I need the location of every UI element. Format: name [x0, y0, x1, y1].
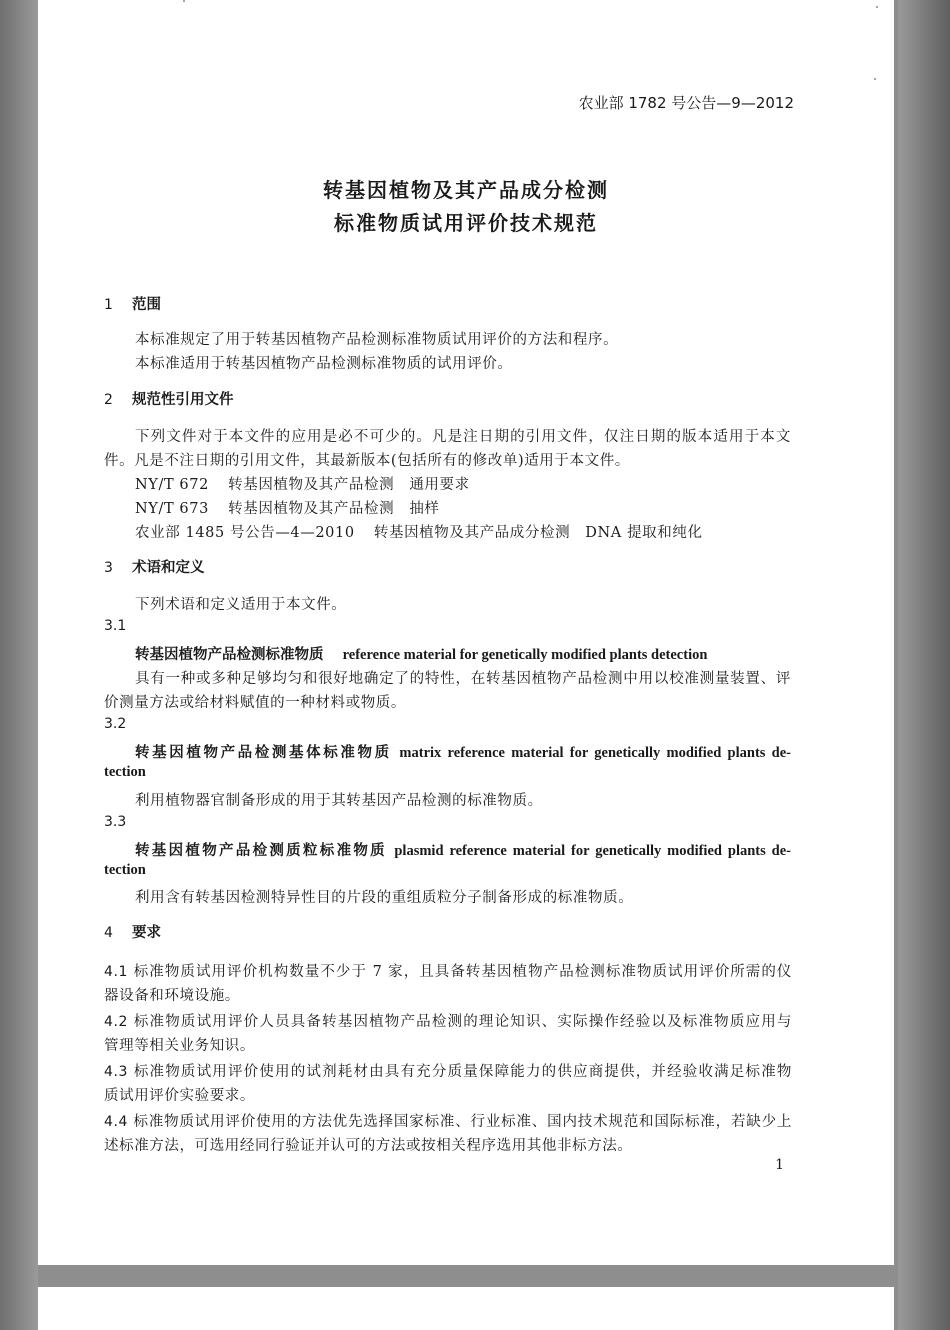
reference-1-title: 转基因植物及其产品检测 通用要求 — [228, 477, 470, 493]
requirement-4-1-text: 标准物质试用评价机构数量不少于 7 家，且具备转基因植物产品检测标准物质试用评价所需的仪 — [133, 964, 792, 980]
term-1-heading — [135, 643, 707, 664]
document-page — [38, 0, 894, 1265]
requirement-4-4-line-1 — [104, 1110, 792, 1131]
requirement-4-4-text: 标准物质试用评价使用的方法优先选择国家标准、行业标准、国内技术规范和国际标准，若缺少上 — [133, 1114, 792, 1130]
term-3-chinese: 转基因植物产品检测质粒标准物质 — [135, 843, 387, 859]
section-1-para-1: 本标准规定了用于转基因植物产品检测标准物质试用评价的方法和程序。 — [135, 332, 619, 348]
section-4-heading — [104, 921, 161, 942]
requirement-4-3-text: 标准物质试用评价使用的试剂耗材由具有充分质量保障能力的供应商提供，并经验收满足标准物 — [133, 1064, 792, 1080]
section-4-number: 4 — [104, 925, 113, 941]
term-1-chinese: 转基因植物产品检测标准物质 — [135, 647, 324, 663]
section-1-title: 范围 — [132, 297, 162, 313]
reference-2-title: 转基因植物及其产品检测 抽样 — [228, 501, 440, 517]
reference-3 — [135, 521, 703, 542]
section-1-para-2: 本标准适用于转基因植物产品检测标准物质的试用评价。 — [135, 356, 513, 372]
term-1-number: 3.1 — [104, 618, 127, 634]
section-2-title: 规范性引用文件 — [132, 392, 234, 408]
section-1-number: 1 — [104, 297, 113, 313]
section-4-title: 要求 — [132, 925, 162, 941]
section-3-heading — [104, 556, 205, 577]
term-1-definition-line-1: 具有一种或多种足够均匀和很好地确定了的特性，在转基因植物产品检测中用以校准测量装置、评 — [135, 671, 791, 687]
requirement-4-1-number: 4.1 — [104, 964, 129, 980]
reference-2 — [135, 497, 440, 518]
title-line-2: 标准物质试用评价技术规范 — [334, 211, 598, 235]
term-1-english: reference material for genetically modified plants detection — [342, 647, 708, 663]
next-page — [38, 1287, 894, 1330]
standard-code: 农业部 1782 号公告—9—2012 — [578, 94, 794, 112]
section-2-intro-line-2: 件。凡是不注日期的引用文件，其最新版本(包括所有的修改单)适用于本文件。 — [104, 453, 630, 469]
section-3-intro: 下列术语和定义适用于本文件。 — [135, 597, 347, 613]
reference-3-code: 农业部 1485 号公告—4—2010 — [135, 525, 355, 541]
requirement-4-2-number: 4.2 — [104, 1014, 129, 1030]
reference-2-code: NY/T 673 — [135, 501, 209, 517]
section-1-heading — [104, 293, 161, 314]
requirement-4-1-line-2: 器设备和环境设施。 — [104, 988, 240, 1004]
term-2-definition: 利用植物器官制备形成的用于其转基因产品检测的标准物质。 — [135, 793, 543, 809]
term-2-chinese: 转基因植物产品检测基体标准物质 — [135, 745, 392, 761]
term-2-heading — [135, 741, 791, 762]
requirement-4-3-number: 4.3 — [104, 1064, 129, 1080]
term-3-definition: 利用含有转基因检测特异性目的片段的重组质粒分子制备形成的标准物质。 — [135, 890, 634, 906]
section-3-number: 3 — [104, 560, 113, 576]
requirement-4-4-line-2: 述标准方法，可选用经同行验证并认可的方法或按相关程序选用其他非标方法。 — [104, 1138, 633, 1154]
term-2-number: 3.2 — [104, 716, 127, 732]
section-2-heading — [104, 388, 234, 409]
term-1-definition-line-2: 价测量方法或给材料赋值的一种材料或物质。 — [104, 695, 406, 711]
requirement-4-4-number: 4.4 — [104, 1114, 129, 1130]
requirement-4-2-line-1 — [104, 1010, 792, 1031]
reference-1 — [135, 473, 470, 494]
requirement-4-1-line-1 — [104, 960, 792, 981]
reference-1-code: NY/T 672 — [135, 477, 209, 493]
term-3-number: 3.3 — [104, 814, 127, 830]
term-2-english-cont: tection — [104, 764, 146, 780]
section-2-number: 2 — [104, 392, 113, 408]
reference-3-title: 转基因植物及其产品成分检测 DNA 提取和纯化 — [373, 525, 703, 541]
term-2-english: matrix reference material for genetically modified plants de- — [399, 745, 791, 761]
term-3-english: plasmid reference material for genetically modified plants de- — [394, 843, 792, 859]
section-2-intro-line-1: 下列文件对于本文件的应用是必不可少的。凡是注日期的引用文件，仅注日期的版本适用于本文 — [135, 429, 791, 445]
term-3-english-cont: tection — [104, 862, 146, 878]
requirement-4-2-text: 标准物质试用评价人员具备转基因植物产品检测的理论知识、实际操作经验以及标准物质应用与 — [133, 1014, 792, 1030]
title-line-1: 转基因植物及其产品成分检测 — [323, 178, 609, 202]
requirement-4-2-line-2: 管理等相关业务知识。 — [104, 1038, 255, 1054]
requirement-4-3-line-2: 质试用评价实验要求。 — [104, 1088, 255, 1104]
section-3-title: 术语和定义 — [132, 560, 205, 576]
page-number: 1 — [775, 1157, 784, 1173]
term-3-heading — [135, 839, 791, 860]
requirement-4-3-line-1 — [104, 1060, 792, 1081]
left-margin-shadow — [0, 0, 38, 1330]
right-margin-shadow — [898, 0, 950, 1330]
